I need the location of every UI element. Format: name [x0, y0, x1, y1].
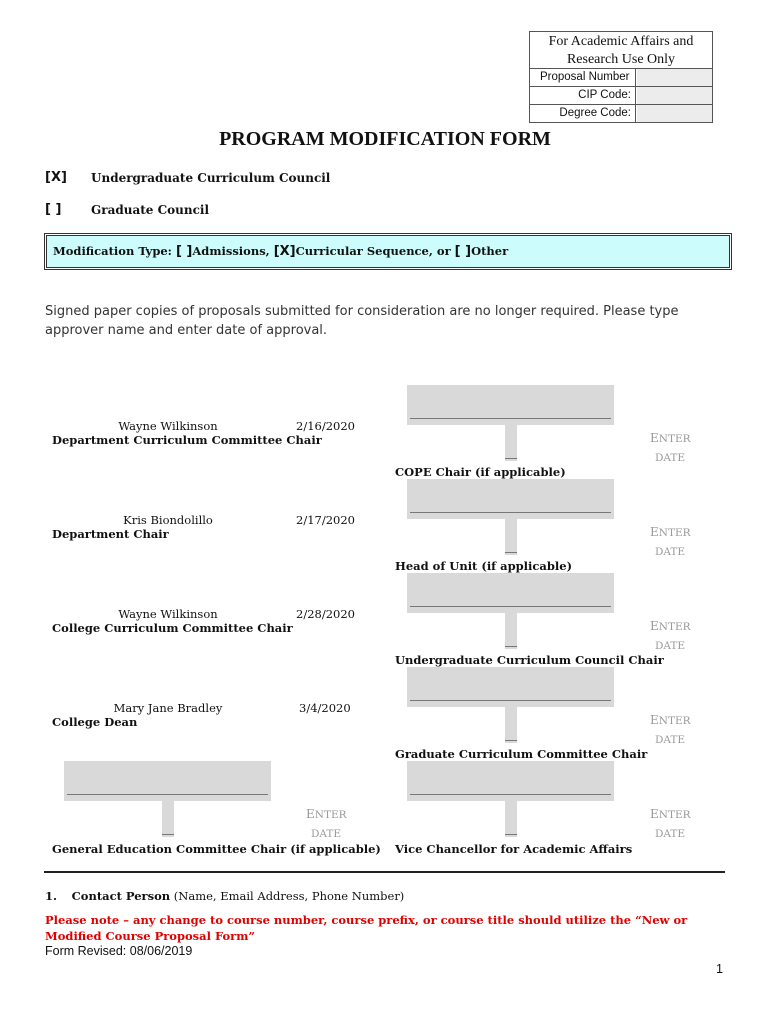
degree-code-row — [530, 105, 712, 123]
signer-name-4: Mary Jane Bradley — [113, 701, 223, 715]
right-role-3: Undergraduate Curriculum Council Chair — [395, 653, 664, 667]
cope-date-field[interactable]: ENTER DATE — [650, 431, 691, 464]
contact-number: 1. — [45, 889, 58, 903]
gen-ed-signature-field[interactable] — [64, 761, 271, 801]
signer-role-2: Department Chair — [52, 527, 169, 541]
proposal-number-row — [530, 69, 712, 87]
ucc-chair-name-field[interactable] — [505, 613, 517, 649]
section-divider — [44, 871, 725, 873]
ucc-checkbox[interactable]: [X] — [45, 170, 67, 185]
modification-type-box — [44, 233, 732, 270]
vc-signature-field[interactable] — [407, 761, 614, 801]
ucc-chair-date-field[interactable]: ENTER DATE — [650, 619, 691, 652]
signer-date-3: 2/28/2020 — [296, 607, 355, 621]
graduate-council-checkbox[interactable]: [ ] — [45, 202, 62, 217]
curricular-sequence-label: Curricular Sequence, — [295, 244, 433, 258]
signer-name-1: Wayne Wilkinson — [118, 419, 218, 433]
office-use-box — [529, 31, 713, 123]
proposal-number-label: Proposal Number — [530, 69, 636, 86]
gcc-chair-signature-field[interactable] — [407, 667, 614, 707]
signer-role-4: College Dean — [52, 715, 138, 729]
cip-code-row — [530, 87, 712, 105]
cope-name-field[interactable] — [505, 425, 517, 461]
degree-code-label: Degree Code: — [530, 105, 636, 122]
signer-name-2: Kris Biondolillo — [123, 513, 213, 527]
signer-role-3: College Curriculum Committee Chair — [52, 621, 293, 635]
right-role-2: Head of Unit (if applicable) — [395, 559, 573, 573]
office-use-header: For Academic Affairs and Research Use Only — [530, 32, 712, 69]
cip-code-label: CIP Code: — [530, 87, 636, 104]
contact-person-line — [45, 889, 404, 903]
right-role-1: COPE Chair (if applicable) — [395, 465, 566, 479]
head-of-unit-date-field[interactable]: ENTER DATE — [650, 525, 691, 558]
signer-date-4: 3/4/2020 — [299, 701, 351, 715]
other-checkbox[interactable]: [ ] — [454, 244, 472, 259]
ucc-chair-signature-field[interactable] — [407, 573, 614, 613]
vc-date-field[interactable]: ENTER DATE — [650, 807, 691, 840]
cope-signature-field[interactable] — [407, 385, 614, 425]
page-number: 1 — [716, 962, 723, 976]
head-of-unit-name-field[interactable] — [505, 519, 517, 555]
signer-name-3: Wayne Wilkinson — [118, 607, 218, 621]
gen-ed-name-field[interactable] — [162, 801, 174, 837]
curricular-sequence-checkbox[interactable]: [X] — [273, 244, 296, 259]
gen-ed-date-field[interactable]: ENTER DATE — [306, 807, 347, 840]
head-of-unit-signature-field[interactable] — [407, 479, 614, 519]
gcc-chair-name-field[interactable] — [505, 707, 517, 743]
ucc-label: Undergraduate Curriculum Council — [91, 171, 331, 185]
right-role-5: Vice Chancellor for Academic Affairs — [395, 842, 633, 856]
gcc-chair-date-field[interactable]: ENTER DATE — [650, 713, 691, 746]
submission-notice: Signed paper copies of proposals submitted for consideration are no longer required. Please type approver name and enter date of approval. — [45, 304, 679, 338]
signer-date-2: 2/17/2020 — [296, 513, 355, 527]
signer-date-1: 2/16/2020 — [296, 419, 355, 433]
admissions-label: Admissions, — [192, 244, 270, 258]
or-text: or — [436, 244, 451, 258]
modification-type-line — [53, 244, 508, 259]
signer-role-5: General Education Committee Chair (if applicable) — [52, 842, 381, 856]
modification-type-label: Modification Type: — [53, 244, 172, 258]
form-revised: Form Revised: 08/06/2019 — [45, 944, 193, 958]
graduate-council-label: Graduate Council — [91, 203, 210, 217]
proposal-number-field[interactable] — [637, 69, 712, 86]
contact-label: Contact Person — [71, 889, 171, 903]
vc-name-field[interactable] — [505, 801, 517, 837]
degree-code-field[interactable] — [637, 105, 712, 122]
cip-code-field[interactable] — [637, 87, 712, 104]
signer-role-1: Department Curriculum Committee Chair — [52, 433, 322, 447]
other-label: Other — [471, 244, 509, 258]
contact-detail: (Name, Email Address, Phone Number) — [173, 889, 405, 903]
admissions-checkbox[interactable]: [ ] — [175, 244, 193, 259]
form-title: PROGRAM MODIFICATION FORM — [219, 128, 551, 150]
right-role-4: Graduate Curriculum Committee Chair — [395, 747, 648, 761]
please-note: Please note – any change to course number, course prefix, or course title should utilize the “New or Modified Course Proposal Form” — [45, 913, 688, 943]
